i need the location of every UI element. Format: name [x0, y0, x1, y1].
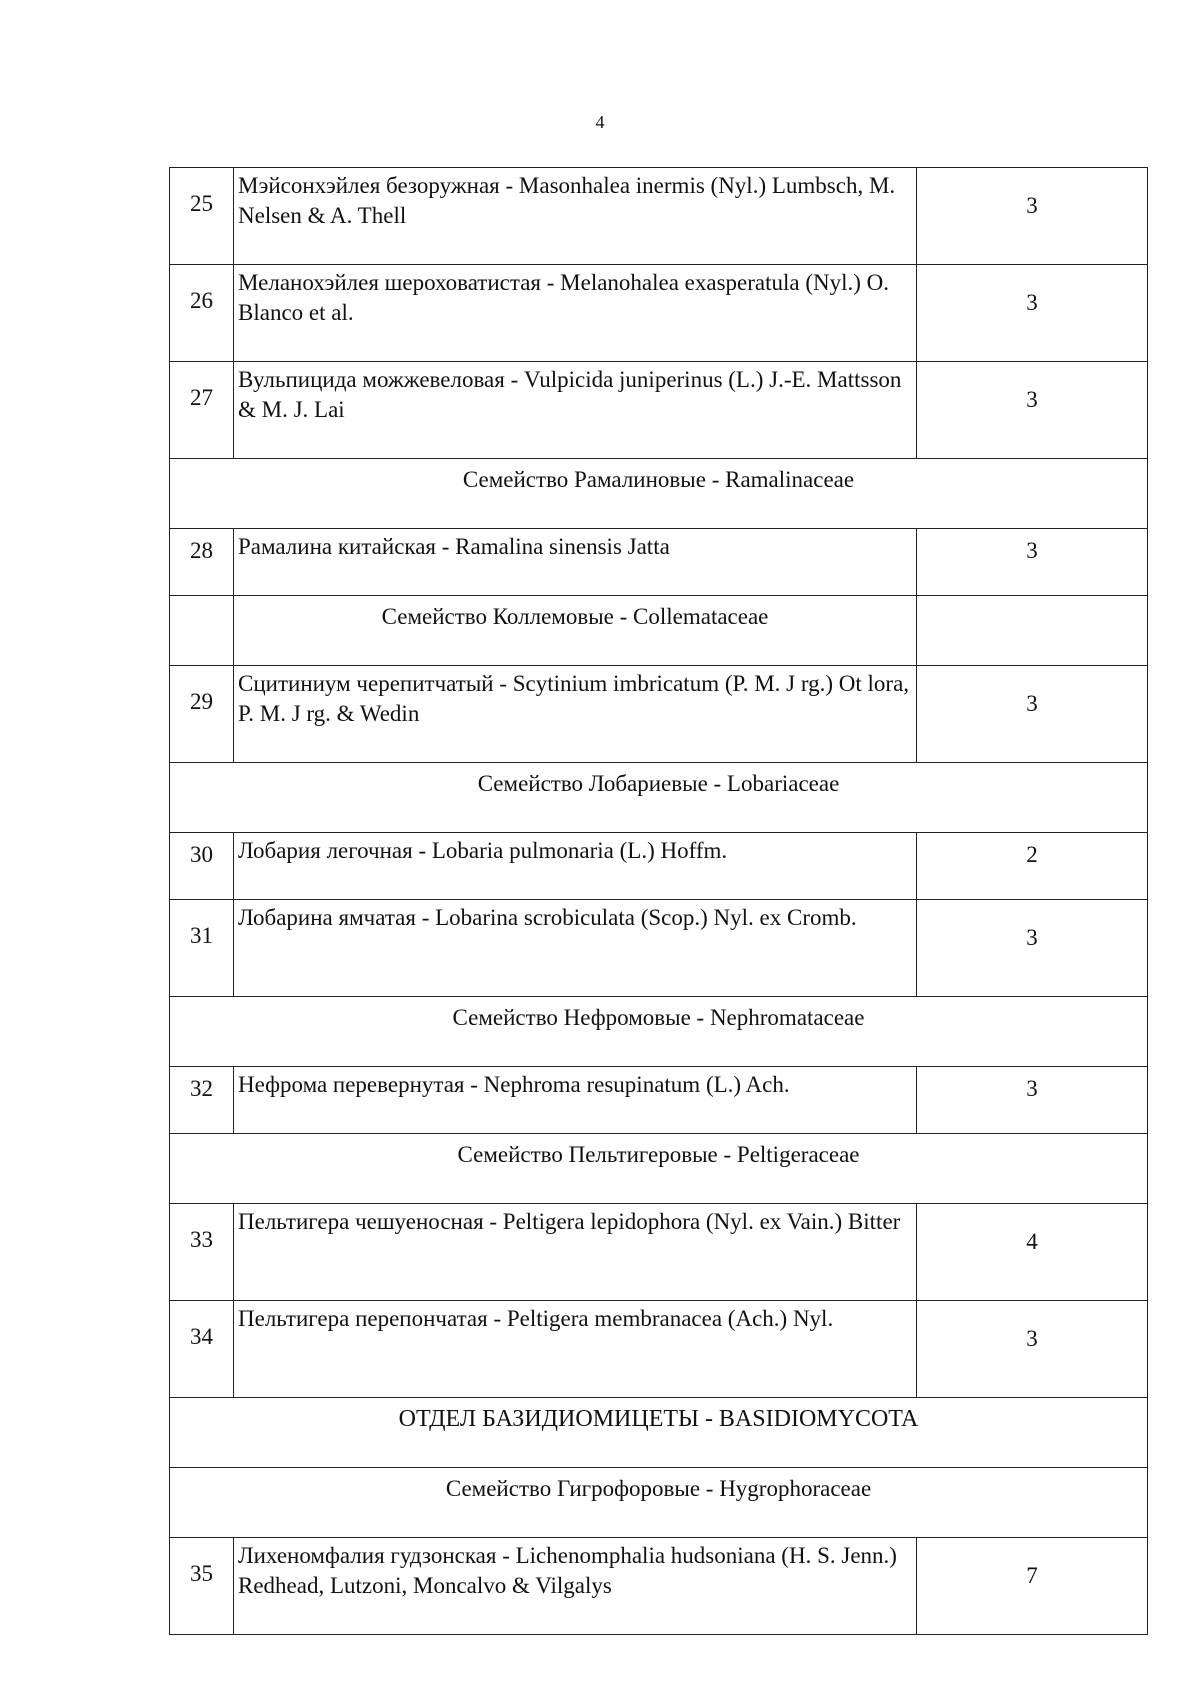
family-row — [170, 763, 1148, 833]
category-cell — [917, 529, 1148, 596]
row-number: 30 — [190, 842, 213, 867]
table-row — [170, 1301, 1148, 1398]
row-number-cell — [170, 666, 234, 763]
category-value: 4 — [1026, 1229, 1038, 1254]
category-cell — [917, 1538, 1148, 1635]
table-row — [170, 265, 1148, 362]
row-number-cell — [170, 362, 234, 459]
family-row — [170, 1134, 1148, 1204]
category-value: 3 — [1026, 290, 1038, 315]
category-cell — [917, 168, 1148, 265]
table-row — [170, 666, 1148, 763]
row-number-cell — [170, 168, 234, 265]
species-name: Лобария легочная - Lobaria pulmonaria (L.) Hoffm. — [234, 833, 917, 900]
family-row — [170, 596, 1148, 666]
row-number-cell — [170, 1204, 234, 1301]
empty-cell — [917, 596, 1148, 666]
family-heading: Семейство Пельтигеровые - Peltigeraceae — [170, 1134, 1148, 1204]
row-number: 29 — [190, 689, 213, 714]
row-number: 33 — [190, 1227, 213, 1252]
family-row — [170, 459, 1148, 529]
category-value: 3 — [1026, 387, 1038, 412]
row-number-cell — [170, 265, 234, 362]
table-row — [170, 1204, 1148, 1301]
species-name: Нефрома перевернутая - Nephroma resupinatum (L.) Ach. — [234, 1067, 917, 1134]
table-row — [170, 362, 1148, 459]
category-cell — [917, 900, 1148, 997]
table-row — [170, 1538, 1148, 1635]
row-number: 34 — [190, 1324, 213, 1349]
category-value: 3 — [1026, 1326, 1038, 1351]
category-cell — [917, 666, 1148, 763]
category-value: 3 — [1026, 925, 1038, 950]
row-number: 31 — [190, 923, 213, 948]
category-value: 3 — [1026, 538, 1038, 563]
species-name: Рамалина китайская - Ramalina sinensis Jatta — [234, 529, 917, 596]
table-row — [170, 833, 1148, 900]
table-row — [170, 529, 1148, 596]
category-cell — [917, 265, 1148, 362]
family-row — [170, 997, 1148, 1067]
category-cell — [917, 833, 1148, 900]
row-number: 28 — [190, 538, 213, 563]
category-value: 3 — [1026, 1076, 1038, 1101]
species-name: Сцитиниум черепитчатый - Scytinium imbricatum (P. M. J rg.) Ot lora, P. M. J rg. & Wedin — [234, 666, 917, 763]
family-heading: Семейство Коллемовые - Collemataceae — [234, 596, 917, 666]
table-row — [170, 1067, 1148, 1134]
category-cell — [917, 1067, 1148, 1134]
category-value: 7 — [1026, 1563, 1038, 1588]
row-number: 27 — [190, 385, 213, 410]
empty-cell — [170, 596, 234, 666]
row-number-cell — [170, 1538, 234, 1635]
species-table — [169, 167, 1148, 1635]
row-number: 26 — [190, 288, 213, 313]
row-number-cell — [170, 900, 234, 997]
row-number: 35 — [190, 1561, 213, 1586]
row-number-cell — [170, 1301, 234, 1398]
species-name: Мэйсонхэйлея безоружная - Masonhalea inermis (Nyl.) Lumbsch, M. Nelsen & A. Thell — [234, 168, 917, 265]
category-value: 2 — [1026, 842, 1038, 867]
species-name: Лобарина ямчатая - Lobarina scrobiculata (Scop.) Nyl. ex Cromb. — [234, 900, 917, 997]
species-name: Пельтигера перепончатая - Peltigera membranacea (Ach.) Nyl. — [234, 1301, 917, 1398]
species-name: Лихеномфалия гудзонская - Lichenomphalia hudsoniana (H. S. Jenn.) Redhead, Lutzoni, Moncalvo & Vilgalys — [234, 1538, 917, 1635]
row-number-cell — [170, 833, 234, 900]
family-row — [170, 1468, 1148, 1538]
category-cell — [917, 1204, 1148, 1301]
row-number: 25 — [190, 191, 213, 216]
family-heading: Семейство Лобариевые - Lobariaceae — [170, 763, 1148, 833]
row-number-cell — [170, 1067, 234, 1134]
row-number-cell — [170, 529, 234, 596]
family-heading: Семейство Нефромовые - Nephromataceae — [170, 997, 1148, 1067]
species-name: Вульпицида можжевеловая - Vulpicida juniperinus (L.) J.-E. Mattsson & M. J. Lai — [234, 362, 917, 459]
category-value: 3 — [1026, 691, 1038, 716]
family-heading: Семейство Рамалиновые - Ramalinaceae — [170, 459, 1148, 529]
table-row — [170, 168, 1148, 265]
species-name: Меланохэйлея шероховатистая - Melanohalea exasperatula (Nyl.) O. Blanco et al. — [234, 265, 917, 362]
species-name: Пельтигера чешуеносная - Peltigera lepidophora (Nyl. ex Vain.) Bitter — [234, 1204, 917, 1301]
category-cell — [917, 1301, 1148, 1398]
table-row — [170, 900, 1148, 997]
page-number: 4 — [595, 112, 605, 132]
category-value: 3 — [1026, 193, 1038, 218]
category-cell — [917, 362, 1148, 459]
division-heading: ОТДЕЛ БАЗИДИОМИЦЕТЫ - BASIDIOMYCOTA — [170, 1398, 1148, 1468]
family-heading: Семейство Гигрофоровые - Hygrophoraceae — [170, 1468, 1148, 1538]
row-number: 32 — [190, 1076, 213, 1101]
division-row — [170, 1398, 1148, 1468]
